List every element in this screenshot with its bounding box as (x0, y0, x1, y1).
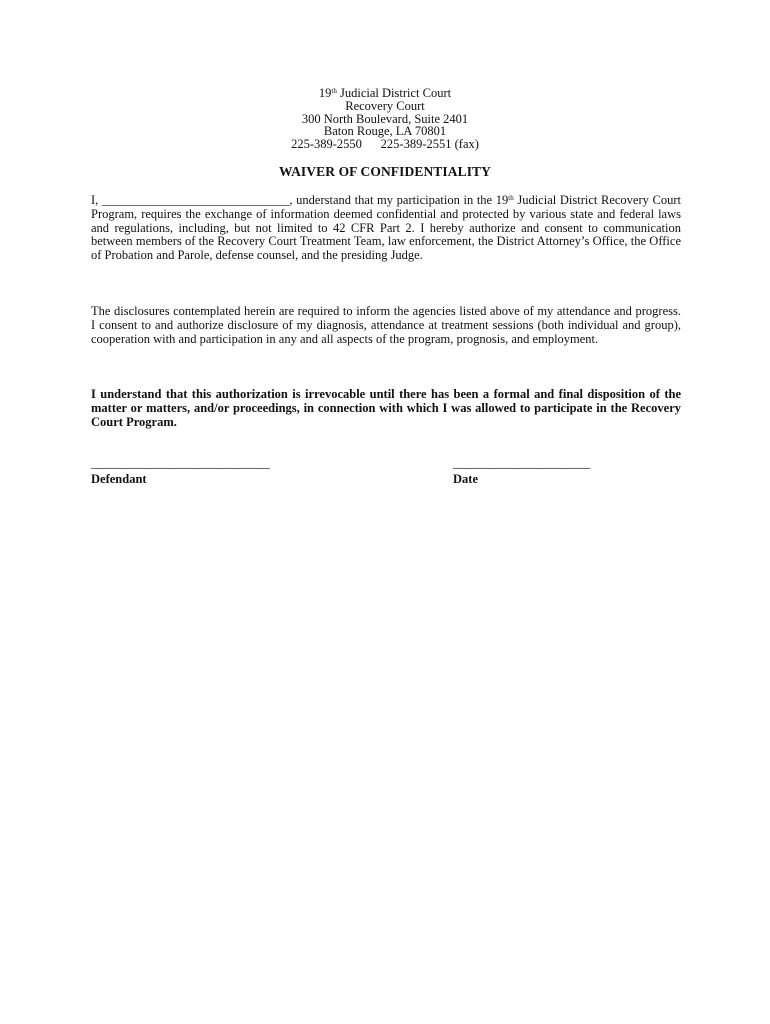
court-name (0, 87, 770, 100)
date-label: Date (453, 472, 478, 486)
paragraph-irrevocable: I understand that this authorization is irrevocable until there has been a formal and final disposition of the matter or matters, and/or proceedings, in connection with which I was allowed to participate in the Recovery Court Program. (91, 387, 681, 429)
street-address: 300 North Boulevard, Suite 2401 (301, 111, 469, 126)
court-number-suffix: th (331, 87, 337, 95)
letterhead (0, 87, 770, 151)
defendant-signature-block (91, 455, 270, 487)
phone-fax: 225-389-2550 225-389-2551 (fax) (291, 137, 479, 152)
document-title: WAIVER OF CONFIDENTIALITY (278, 164, 492, 179)
paragraph-disclosures: The disclosures contemplated herein are required to inform the agencies listed above of my attendance and progress. I consent to and authorize disclosure of my diagnosis, attendance at treatment sessions (both individual and group), cooperation with and participation in any and all aspects of the program, prognosis, and employment. (91, 304, 681, 346)
court-name-text: Judicial District Court (336, 86, 452, 100)
city-state-zip: Baton Rouge, LA 70801 (323, 124, 447, 139)
paragraph-consent-part1: I, ______________________________, understand that my participation in the 19 (91, 193, 509, 207)
date-signature-line[interactable]: _______________________ (453, 456, 590, 470)
court-number: 19 (318, 86, 332, 100)
paragraph-consent (91, 194, 681, 263)
defendant-signature-line[interactable]: ______________________________ (91, 456, 270, 470)
defendant-label: Defendant (91, 472, 147, 486)
date-signature-block (453, 455, 590, 487)
paragraph-consent-part2: Judicial District Recovery Court Program, requires the exchange of information deemed confidential and protected by various state and federal laws and regulations, including, but not limited to 42 CFR Part 2. I hereby authorize and consent to communication between members of the Recovery Court Treatment Team, law enforcement, the District Attorney’s Office, the Office of Probation and Parole, defense counsel, and the presiding Judge. (91, 193, 681, 263)
paragraph-consent-sup: th (508, 194, 514, 202)
program-name: Recovery Court (345, 98, 425, 113)
